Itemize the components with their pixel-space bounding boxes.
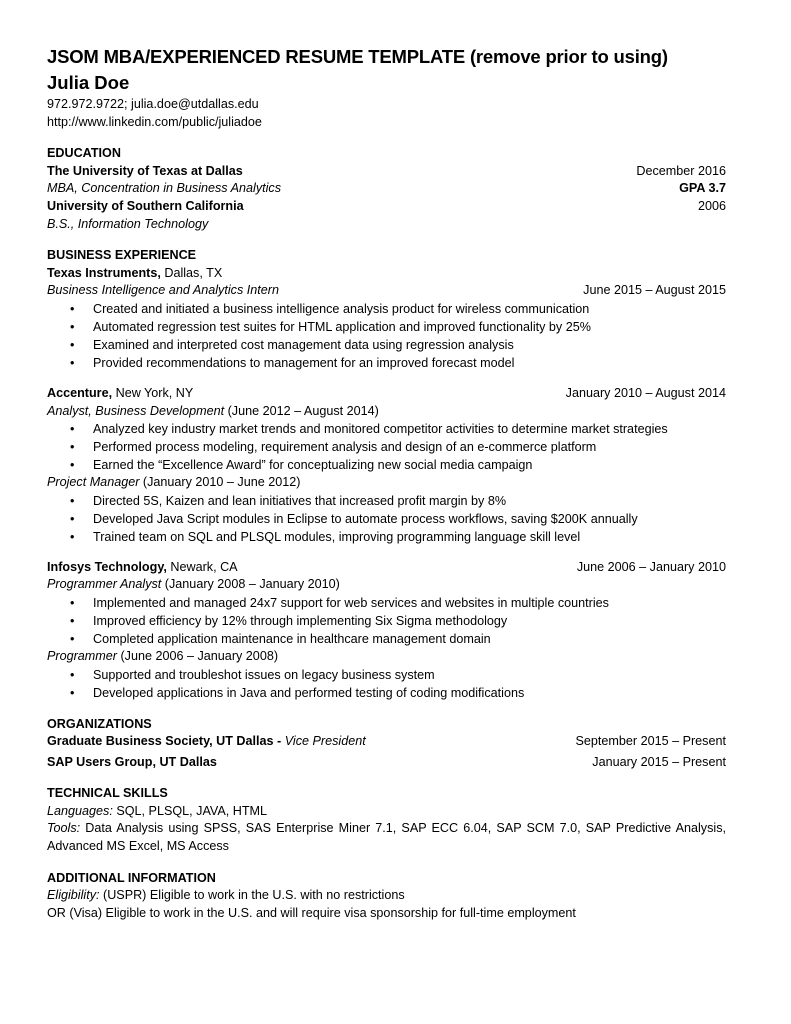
degree: B.S., Information Technology — [47, 216, 209, 231]
languages-value: SQL, PLSQL, JAVA, HTML — [112, 803, 268, 818]
employer-name: Texas Instruments, — [47, 265, 161, 280]
document-title: JSOM MBA/EXPERIENCED RESUME TEMPLATE (remove prior to using) — [47, 46, 668, 67]
list-item: • Performed process modeling, requirement analysis and design of an e-commerce platform — [47, 438, 726, 456]
job-dates: June 2015 – August 2015 — [583, 283, 726, 298]
role-line — [47, 576, 726, 594]
eligibility-line — [47, 887, 726, 905]
tools-label: Tools: — [47, 821, 81, 836]
experience-section — [47, 247, 726, 701]
list-item: • Trained team on SQL and PLSQL modules, improving programming language skill level — [47, 528, 726, 546]
additional-heading: ADDITIONAL INFORMATION — [47, 870, 216, 885]
employer-name: Accenture, — [47, 385, 113, 400]
graduation-date: December 2016 — [636, 163, 726, 178]
list-item: • Analyzed key industry market trends and monitored competitor activities to determine market strategies — [47, 420, 726, 438]
languages-label: Languages: — [47, 803, 113, 818]
role-title: Programmer — [47, 648, 117, 663]
list-item: • Directed 5S, Kaizen and lean initiatives that increased profit margin by 8% — [47, 492, 726, 510]
employer-row — [47, 559, 726, 577]
list-item: • Automated regression test suites for HTML application and improved functionality by 25% — [47, 318, 726, 336]
role-line — [47, 403, 726, 421]
job-title-row — [47, 282, 726, 300]
employer-location: Dallas, TX — [160, 265, 223, 280]
role-dates: (June 2006 – January 2008) — [116, 648, 279, 663]
role-title: Analyst, Business Development — [47, 403, 225, 418]
visa-line: OR (Visa) Eligible to work in the U.S. and will require visa sponsorship for full-time employment — [47, 905, 576, 920]
resume-page — [47, 44, 726, 922]
list-item: • Improved efficiency by 12% through implementing Six Sigma methodology — [47, 612, 726, 630]
job-title: Business Intelligence and Analytics Intern — [47, 283, 279, 298]
organization-role: Vice President — [284, 734, 366, 749]
bullet-list — [47, 594, 726, 648]
bullet-list — [47, 492, 726, 546]
graduation-date: 2006 — [697, 198, 726, 213]
bullet-list — [47, 666, 726, 702]
school-name: The University of Texas at Dallas — [47, 163, 243, 178]
employer-location: Newark, CA — [166, 559, 238, 574]
list-item: • Supported and troubleshot issues on legacy business system — [47, 666, 726, 684]
list-item: • Completed application maintenance in healthcare management domain — [47, 630, 726, 648]
contact-line: 972.972.9722; julia.doe@utdallas.edu — [47, 97, 259, 111]
organization-name: Graduate Business Society, UT Dallas - — [47, 734, 285, 749]
organization-name: SAP Users Group, UT Dallas — [47, 754, 217, 769]
list-item: • Developed applications in Java and performed testing of coding modifications — [47, 684, 726, 702]
organization-row — [47, 754, 726, 772]
role-dates: (January 2008 – January 2010) — [161, 577, 340, 592]
experience-heading: BUSINESS EXPERIENCE — [47, 248, 197, 263]
employer-name: Infosys Technology, — [47, 559, 167, 574]
education-row-1 — [47, 163, 726, 181]
tools-value: Data Analysis using SPSS, SAS Enterprise Miner 7.1, SAP ECC 6.04, SAP SCM 7.0, SAP Predictive Analysis, Advanced MS Excel, MS Access — [47, 821, 726, 854]
role-dates: (June 2012 – August 2014) — [224, 403, 379, 418]
role-title: Programmer Analyst — [47, 577, 162, 592]
bullet-list — [47, 300, 726, 372]
list-item: • Earned the “Excellence Award” for conceptualizing new social media campaign — [47, 456, 726, 474]
employer-line — [47, 265, 726, 283]
degree: MBA, Concentration in Business Analytics — [47, 181, 282, 196]
education-row-2 — [47, 180, 726, 198]
organization-row — [47, 733, 726, 751]
skills-heading: TECHNICAL SKILLS — [47, 786, 168, 801]
eligibility-value: (USPR) Eligible to work in the U.S. with no restrictions — [99, 888, 405, 903]
role-dates: (January 2010 – June 2012) — [139, 475, 301, 490]
gpa: GPA 3.7 — [679, 181, 726, 196]
role-line — [47, 648, 726, 666]
education-heading: EDUCATION — [47, 146, 121, 161]
candidate-name: Julia Doe — [47, 72, 130, 93]
job-dates: January 2010 – August 2014 — [565, 385, 726, 400]
languages-line — [47, 803, 726, 821]
organizations-section — [47, 716, 726, 772]
employer-location: New York, NY — [112, 385, 194, 400]
additional-section — [47, 870, 726, 923]
employer-row — [47, 385, 726, 403]
bullet-list — [47, 420, 726, 474]
organization-dates: January 2015 – Present — [592, 754, 726, 769]
list-item: • Created and initiated a business intelligence analysis product for wireless communication — [47, 300, 726, 318]
list-item: • Examined and interpreted cost management data using regression analysis — [47, 336, 726, 354]
list-item: • Implemented and managed 24x7 support for web services and websites in multiple countries — [47, 594, 726, 612]
list-item: • Provided recommendations to management for an improved forecast model — [47, 354, 726, 372]
education-row-3 — [47, 198, 726, 216]
organization-dates: September 2015 – Present — [575, 734, 726, 749]
education-section — [47, 145, 726, 233]
job-dates: June 2006 – January 2010 — [576, 559, 726, 574]
list-item: • Developed Java Script modules in Eclipse to automate process workflows, saving $200K annually — [47, 510, 726, 528]
linkedin-url: http://www.linkedin.com/public/juliadoe — [47, 114, 262, 129]
skills-section — [47, 785, 726, 855]
school-name: University of Southern California — [47, 198, 244, 213]
organizations-heading: ORGANIZATIONS — [47, 716, 152, 731]
tools-line — [47, 820, 726, 855]
eligibility-label: Eligibility: — [47, 888, 100, 903]
role-title: Project Manager — [47, 475, 140, 490]
role-line — [47, 474, 726, 492]
